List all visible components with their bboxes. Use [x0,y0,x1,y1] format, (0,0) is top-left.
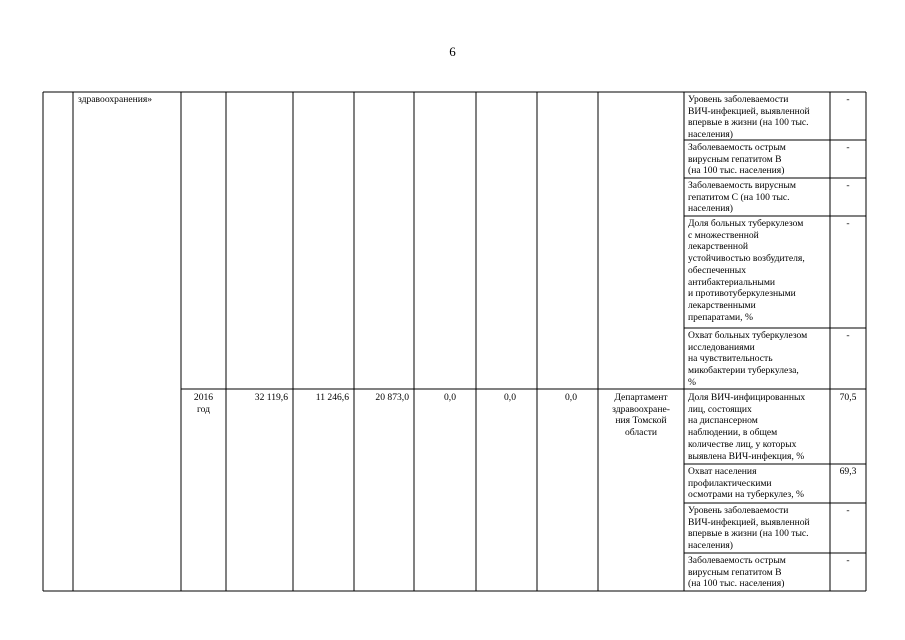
indicator-text: Заболеваемость острым вирусным гепатитом В (на 100 тыс. населения) [688,142,786,177]
indicator-text: Охват населения профилактическими осмотрами на туберкулез, % [688,466,804,501]
indicator-text: Уровень заболеваемости ВИЧ-инфекцией, выявленной впервые в жизни (на 100 тыс. населения) [688,94,810,141]
indicator-value: 69,3 [839,466,857,477]
funding-local: 0,0 [444,392,456,403]
indicator-text: Заболеваемость вирусным гепатитом С (на 100 тыс. населения) [688,180,796,215]
program-name: здравоохранения» [78,94,153,105]
indicator-value: - [846,94,850,105]
indicator-value: - [846,330,850,341]
indicator-value: 70,5 [839,392,857,403]
indicator-value: - [846,505,850,516]
funding-regional: 20 873,0 [375,392,409,403]
indicator-text: Заболеваемость острым вирусным гепатитом В (на 100 тыс. населения) [688,555,786,590]
indicator-text: Уровень заболеваемости ВИЧ-инфекцией, выявленной впервые в жизни (на 100 тыс. населения) [688,505,810,552]
indicator-text: Доля больных туберкулезом с множественной лекарственной устойчивостью возбудителя, обеспеченных антибактериальными и противотуберкулезными лекарственными препаратами, % [688,218,805,323]
indicator-text: Доля ВИЧ-инфицированных лиц, состоящих на диспансерном наблюдении, в общем количестве лиц, у которых выявлена ВИЧ-инфекция, % [688,392,806,462]
executor-name: Департамент здравоохране- ния Томской области [612,392,670,439]
period-year: 2016 год [193,392,214,415]
funding-other2: 0,0 [565,392,577,403]
indicator-text: Охват больных туберкулезом исследованиями на чувствительность микобактерии туберкулеза, % [688,330,808,388]
funding-federal: 11 246,6 [315,392,349,403]
funding-other1: 0,0 [504,392,516,403]
indicator-value: - [846,142,850,153]
indicator-value: - [846,180,850,191]
funding-total: 32 119,6 [254,392,288,403]
page-number: 6 [449,44,456,59]
indicator-value: - [846,555,850,566]
indicator-value: - [846,218,850,229]
